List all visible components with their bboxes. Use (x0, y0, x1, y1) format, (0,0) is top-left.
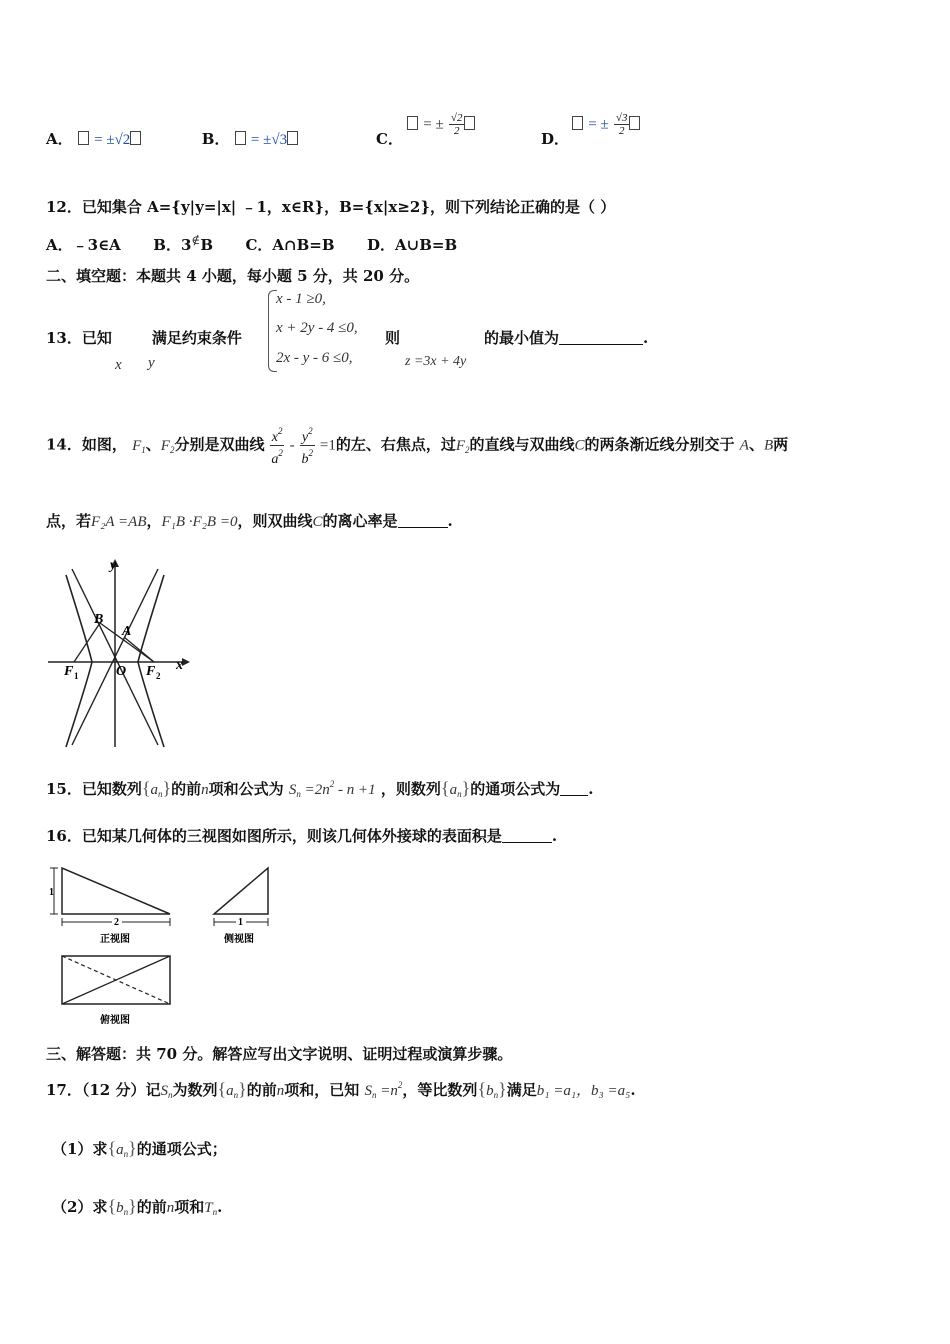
side-view-label: 侧视图 (224, 934, 254, 945)
height-mark: 1 (49, 887, 54, 898)
q14-condition-1: F₂A =AB (91, 514, 147, 530)
q11-option-c (376, 128, 403, 149)
answer-blank[interactable] (560, 781, 588, 796)
q17-condition: b₁ =a₁，b₃ =a₅ (536, 1083, 631, 1099)
q16-stem: 16．已知某几何体的三视图如图所示，则该几何体外接球的表面积是 . (46, 827, 558, 845)
q11-option-c-math (407, 112, 475, 137)
option-d-frac-num: √3 (615, 112, 628, 124)
q14-line-2: 点，若F₂A =AB，F₁B ·F₂B =0，则双曲线C的离心率是 . (46, 512, 453, 530)
q12-stem: 12．已知集合 A={y|y=|x| ﹣1，x∈R}，B={x|x≥2}，则下列结论正确的是（ ） (46, 198, 616, 216)
side-view-triangle (214, 868, 268, 914)
q11-option-a (46, 130, 147, 148)
q14-line-1: 14．如图， $F_1$、$F_2$分别是双曲线 $\frac{x^2}{a^2}$ - $\frac{y^2}{b^2}$ =1的左、右焦点，过$F_2$的直线与双曲线C的两条渐近线分别交于 A、B两 (46, 426, 789, 467)
missing-glyph-box (407, 116, 418, 130)
q13-var-x: x (115, 357, 122, 373)
option-d-math: = ± (588, 116, 609, 133)
x-axis-arrow (182, 658, 190, 666)
q17-part-1: （1）求$\{a_n\}$的通项公式； (52, 1138, 227, 1159)
label-b: B (94, 612, 104, 627)
q13-suffix: 的最小值为 . (484, 329, 649, 347)
option-b-math: = ±√3 (250, 132, 288, 148)
front-view-label: 正视图 (100, 934, 130, 945)
label-f1-sub: 1 (74, 671, 79, 681)
option-d-label: D． (541, 130, 570, 148)
label-o: O (116, 664, 127, 679)
label-a: A (122, 624, 132, 639)
option-c-label: C． (376, 130, 403, 148)
q15-line: 15．已知数列$\{a_n\}$的前n项和公式为 $S_n =2n^2 - n +1$ ，则数列$\{a_n\}$的通项公式为 . (46, 778, 594, 799)
answer-blank[interactable] (559, 330, 643, 345)
option-d-frac-den: 2 (618, 125, 625, 137)
q13-prefix: 13．已知 (46, 329, 112, 347)
q17-part-2: （2）求$\{b_n\}$的前n项和$T_n$. (52, 1196, 223, 1217)
missing-glyph-box (464, 116, 475, 130)
missing-glyph-box (78, 131, 89, 145)
answer-blank[interactable] (398, 513, 448, 528)
q11-option-d-math (572, 112, 640, 137)
front-width-mark: 2 (114, 917, 119, 928)
section-2-title: 二、填空题：本题共 4 小题，每小题 5 分，共 20 分。 (46, 267, 420, 285)
front-view-triangle (62, 868, 170, 914)
three-views-figure (44, 858, 284, 1028)
answer-blank[interactable] (502, 828, 552, 843)
missing-glyph-box (629, 116, 640, 130)
q12-options (46, 233, 457, 255)
q13-then: 则 (385, 329, 401, 347)
q13-mid: 满足约束条件 (151, 329, 242, 347)
q14-condition-2: F₁B ·F₂B =0 (161, 514, 238, 530)
hyperbola-figure (44, 555, 194, 750)
label-y: y (110, 558, 117, 573)
q13-objective: z =3x + 4y (405, 354, 467, 369)
segment-f1-b (74, 623, 100, 662)
q11-options (46, 128, 298, 149)
q14-frac-x: $\frac{x^2}{a^2}$ (271, 426, 283, 467)
option-c-math: = ± (423, 116, 444, 133)
option-a-label: A． (46, 130, 73, 148)
q13-constraint-3: 2x - y - 6 ≤0, (276, 350, 353, 366)
option-b-label: B． (201, 130, 230, 148)
missing-glyph-box (287, 131, 298, 145)
q13-line (46, 327, 242, 348)
label-f1: F (64, 664, 74, 679)
q17-stem: 17．（12 分）记$S_n$为数列$\{a_n\}$的前n项和，已知 $S_n =n^2$，等比数列$\{b_n\}$满足b₁ =a₁，b₃ =a₅. (46, 1079, 636, 1100)
option-c-frac-den: 2 (453, 125, 460, 137)
q13-constraint-1: x - 1 ≥0, (276, 291, 326, 307)
q14-frac-y: $\frac{y^2}{b^2}$ (301, 426, 314, 467)
q12-option-a: A．﹣3∈A (46, 236, 121, 254)
q13-var-y: y (148, 355, 155, 371)
label-x: x (176, 658, 183, 673)
missing-glyph-box (572, 116, 583, 130)
q12-option-d: D．A∪B=B (367, 236, 458, 254)
label-f2-sub: 2 (156, 671, 161, 681)
top-view-label: 俯视图 (100, 1015, 130, 1026)
section-3-title: 三、解答题：共 70 分。解答应写出文字说明、证明过程或演算步骤。 (46, 1045, 513, 1063)
q15-formula: $S_n =2n^2 - n +1$ (288, 779, 376, 799)
q13-constraint-2: x + 2y - 4 ≤0, (276, 320, 358, 336)
q11-option-b (202, 130, 298, 148)
q11-option-d (541, 128, 569, 149)
label-f2: F (146, 664, 156, 679)
q12-option-c: C．A∩B=B (245, 236, 335, 254)
option-c-frac-num: √2 (450, 112, 463, 124)
option-a-math: = ±√2 (94, 132, 131, 148)
missing-glyph-box (130, 131, 141, 145)
missing-glyph-box (235, 131, 246, 145)
q12-option-b: B．3∉B (153, 233, 213, 254)
side-width-mark: 1 (238, 917, 243, 928)
